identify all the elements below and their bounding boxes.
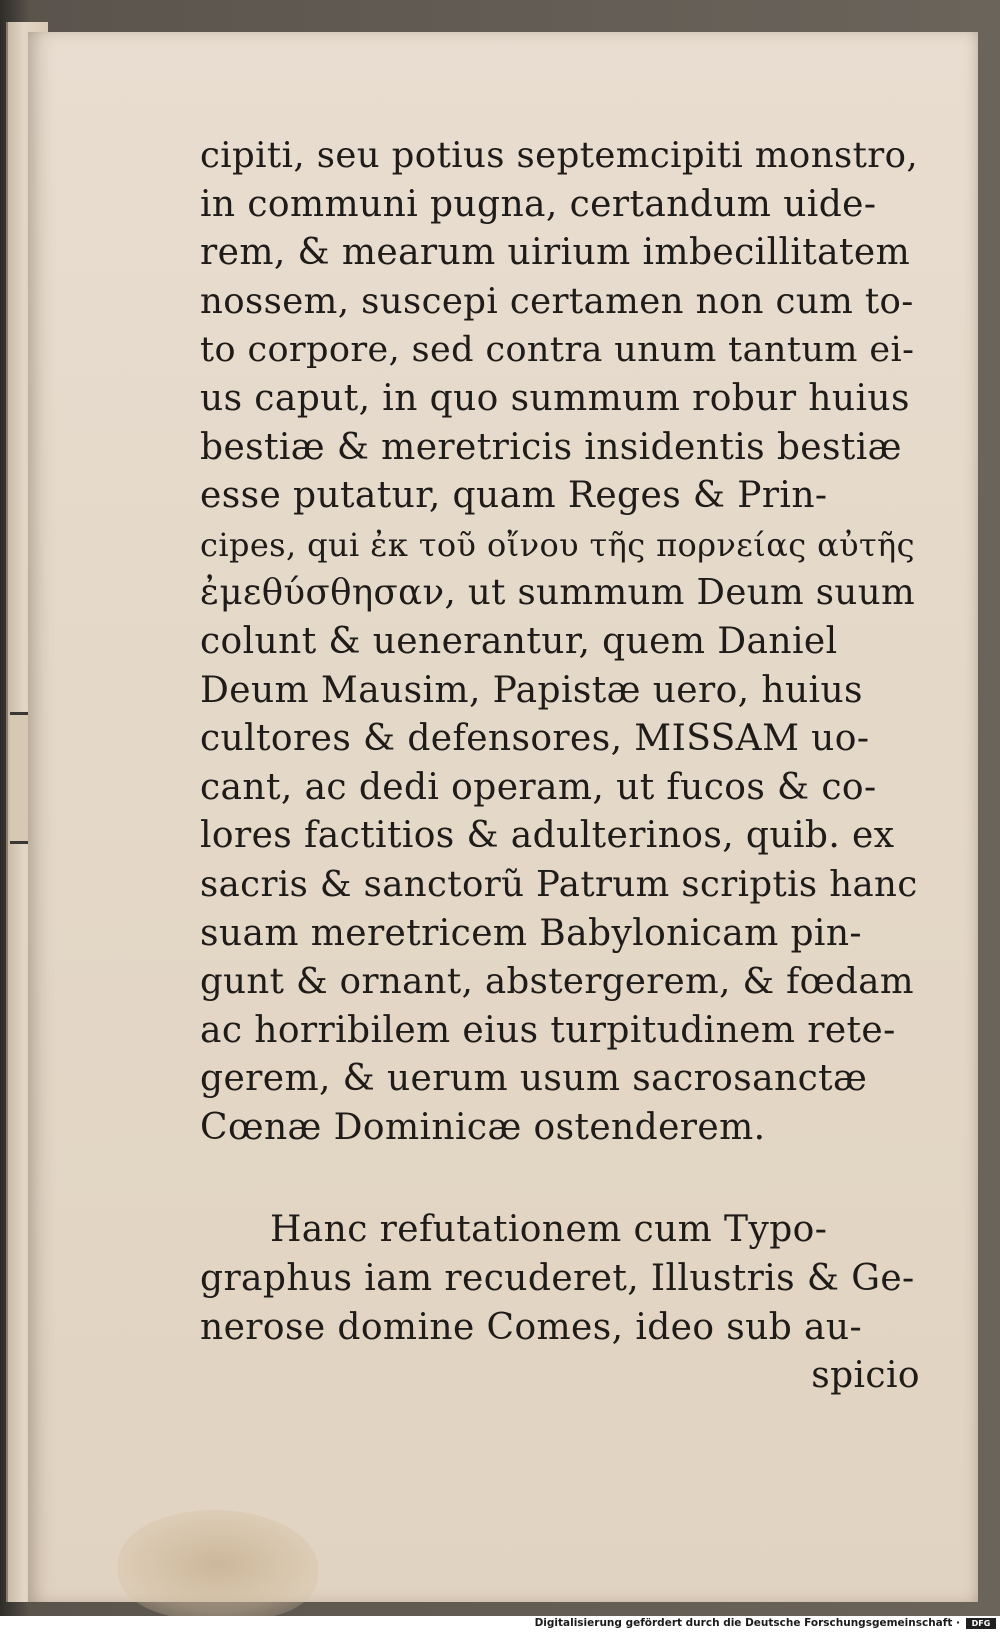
- text-line: cultores & defensores, MISSAM uo-: [200, 718, 870, 760]
- text-line: Deum Mausim, Papistæ uero, huius: [200, 669, 863, 711]
- text-line: Cœnæ Dominicæ ostenderem.: [200, 1106, 766, 1148]
- page-text-block: [200, 132, 920, 1401]
- text-line: rem, & mearum uirium imbecillitatem: [200, 232, 911, 274]
- text-line: ac horribilem eius turpitudinem rete-: [200, 1009, 896, 1051]
- text-line: nerose domine Comes, ideo sub au-: [200, 1306, 863, 1348]
- dfg-logo: DFG: [966, 1618, 996, 1629]
- page-stain: [118, 1510, 318, 1620]
- text-line: us caput, in quo summum robur huius: [200, 377, 910, 419]
- catchword: spicio: [811, 1355, 920, 1397]
- text-line: nossem, suscepi certamen non cum to-: [200, 280, 914, 322]
- footer-credit: Digitalisierung gefördert durch die Deutsche Forschungsgemeinschaft ·: [534, 1617, 960, 1629]
- text-line: in communi pugna, certandum uide-: [200, 183, 877, 225]
- text-line: to corpore, sed contra unum tantum ei-: [200, 330, 915, 371]
- text-line: cant, ac dedi operam, ut fucos & co-: [200, 766, 877, 808]
- text-line: gerem, & uerum usum sacrosanctæ: [200, 1058, 868, 1100]
- text-line: bestiæ & meretricis insidentis bestiæ: [200, 426, 902, 468]
- text-line: lores factitios & adulterinos, quib. ex: [200, 815, 895, 857]
- text-line: esse putatur, quam Reges & Prin-: [200, 475, 828, 517]
- text-line: suam meretricem Babylonicam pin-: [200, 912, 862, 954]
- digitization-footer: [0, 1616, 1000, 1632]
- paragraph-gap: [200, 1152, 920, 1206]
- text-line: gunt & ornant, abstergerem, & fœdam: [200, 961, 914, 1003]
- text-line-greek: ἐμεθύσθησαν, ut summum Deum suum: [200, 572, 916, 614]
- text-line: graphus iam recuderet, Illustris & Ge-: [200, 1258, 915, 1300]
- text-line: cipiti, seu potius septemcipiti monstro,: [200, 135, 919, 176]
- text-line: colunt & uenerantur, quem Daniel: [200, 620, 838, 662]
- text-line-greek: cipes, qui ἐκ τοῦ οἴνου τῆς πορνείας αὐτῆς: [200, 525, 915, 564]
- text-line: sacris & sanctorũ Patrum scriptis hanc: [200, 863, 918, 905]
- text-line-paragraph-start: Hanc refutationem cum Typo-: [270, 1209, 828, 1251]
